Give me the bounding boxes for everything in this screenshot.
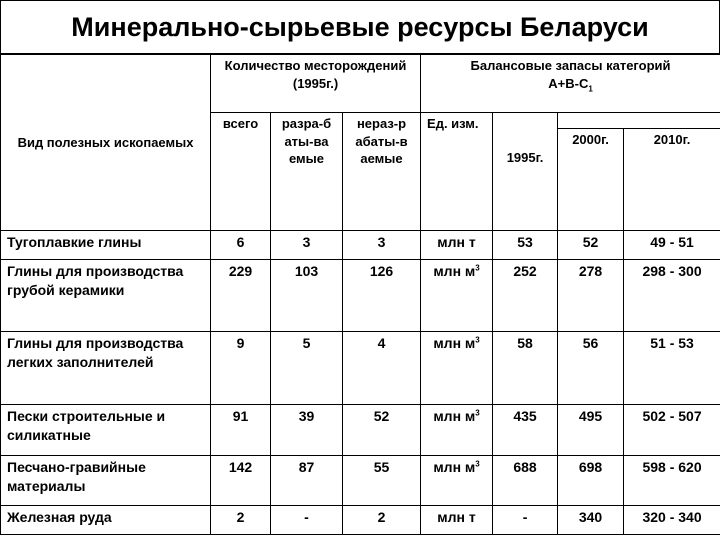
cell-2010: 502 - 507 bbox=[624, 405, 720, 456]
cell-developed: 39 bbox=[271, 405, 343, 456]
cell-2010: 51 - 53 bbox=[624, 332, 720, 405]
cell-unit: млн т bbox=[421, 506, 493, 535]
header-undeveloped: нераз-р абаты-в аемые bbox=[343, 113, 421, 231]
cell-unit: млн $м^3$ bbox=[421, 456, 493, 506]
cell-undeveloped: 3 bbox=[343, 231, 421, 260]
table-row bbox=[1, 405, 720, 456]
cell-1995: - bbox=[493, 506, 558, 535]
cell-2010: 298 - 300 bbox=[624, 260, 720, 332]
header-2000: 2000г. bbox=[558, 129, 624, 231]
cell-total: 91 bbox=[211, 405, 271, 456]
table-row bbox=[1, 332, 720, 405]
cell-total: 2 bbox=[211, 506, 271, 535]
cell-total: 229 bbox=[211, 260, 271, 332]
cell-developed: 5 bbox=[271, 332, 343, 405]
cell-2010: 49 - 51 bbox=[624, 231, 720, 260]
cell-2000: 698 bbox=[558, 456, 624, 506]
header-total: всего bbox=[211, 113, 271, 231]
header-type: Вид полезных ископаемых bbox=[1, 55, 211, 231]
cell-name: Железная руда bbox=[1, 506, 211, 535]
cell-total: 142 bbox=[211, 456, 271, 506]
cell-unit: млн т bbox=[421, 231, 493, 260]
cell-developed: 103 bbox=[271, 260, 343, 332]
cell-developed: - bbox=[271, 506, 343, 535]
cell-2000: 56 bbox=[558, 332, 624, 405]
cell-undeveloped: 2 bbox=[343, 506, 421, 535]
cell-2000: 340 bbox=[558, 506, 624, 535]
cell-2000: 278 bbox=[558, 260, 624, 332]
cell-1995: 688 bbox=[493, 456, 558, 506]
cell-unit: млн $м^3$ bbox=[421, 332, 493, 405]
cell-name: Тугоплавкие глины bbox=[1, 231, 211, 260]
cell-total: 6 bbox=[211, 231, 271, 260]
header-2010: 2010г. bbox=[624, 129, 720, 231]
cell-undeveloped: 52 bbox=[343, 405, 421, 456]
header-reserves-prefix: Балансовые запасы категорий bbox=[470, 58, 671, 73]
header-blank bbox=[558, 113, 720, 129]
cell-undeveloped: 4 bbox=[343, 332, 421, 405]
cell-1995: 435 bbox=[493, 405, 558, 456]
cell-unit: млн $м^3$ bbox=[421, 405, 493, 456]
cell-2000: 495 bbox=[558, 405, 624, 456]
header-reserves-category: А+В-С bbox=[548, 75, 589, 91]
header-reserves-subscript: 1 bbox=[588, 84, 593, 94]
cell-2010: 598 - 620 bbox=[624, 456, 720, 506]
table-row bbox=[1, 456, 720, 506]
cell-unit: млн $м^3$ bbox=[421, 260, 493, 332]
cell-developed: 87 bbox=[271, 456, 343, 506]
cell-total: 9 bbox=[211, 332, 271, 405]
cell-undeveloped: 55 bbox=[343, 456, 421, 506]
header-developed: разра-б аты-ва емые bbox=[271, 113, 343, 231]
header-reserves bbox=[421, 55, 720, 113]
cell-name: Песчано-гравийные материалы bbox=[1, 456, 211, 506]
cell-1995: 252 bbox=[493, 260, 558, 332]
cell-developed: 3 bbox=[271, 231, 343, 260]
cell-name: Глины для производства грубой керамики bbox=[1, 260, 211, 332]
page-title: Минерально-сырьевые ресурсы Беларуси bbox=[0, 0, 720, 54]
header-unit: Ед. изм. bbox=[421, 113, 493, 231]
resources-table bbox=[0, 54, 720, 535]
header-deposits: Количество месторождений (1995г.) bbox=[211, 55, 421, 113]
cell-2010: 320 - 340 bbox=[624, 506, 720, 535]
cell-name: Глины для производства легких заполнителей bbox=[1, 332, 211, 405]
table-row bbox=[1, 231, 720, 260]
table-row bbox=[1, 260, 720, 332]
cell-name: Пески строительные и силикатные bbox=[1, 405, 211, 456]
cell-undeveloped: 126 bbox=[343, 260, 421, 332]
cell-2000: 52 bbox=[558, 231, 624, 260]
header-1995: 1995г. bbox=[493, 113, 558, 231]
table-row bbox=[1, 506, 720, 535]
cell-1995: 53 bbox=[493, 231, 558, 260]
cell-1995: 58 bbox=[493, 332, 558, 405]
